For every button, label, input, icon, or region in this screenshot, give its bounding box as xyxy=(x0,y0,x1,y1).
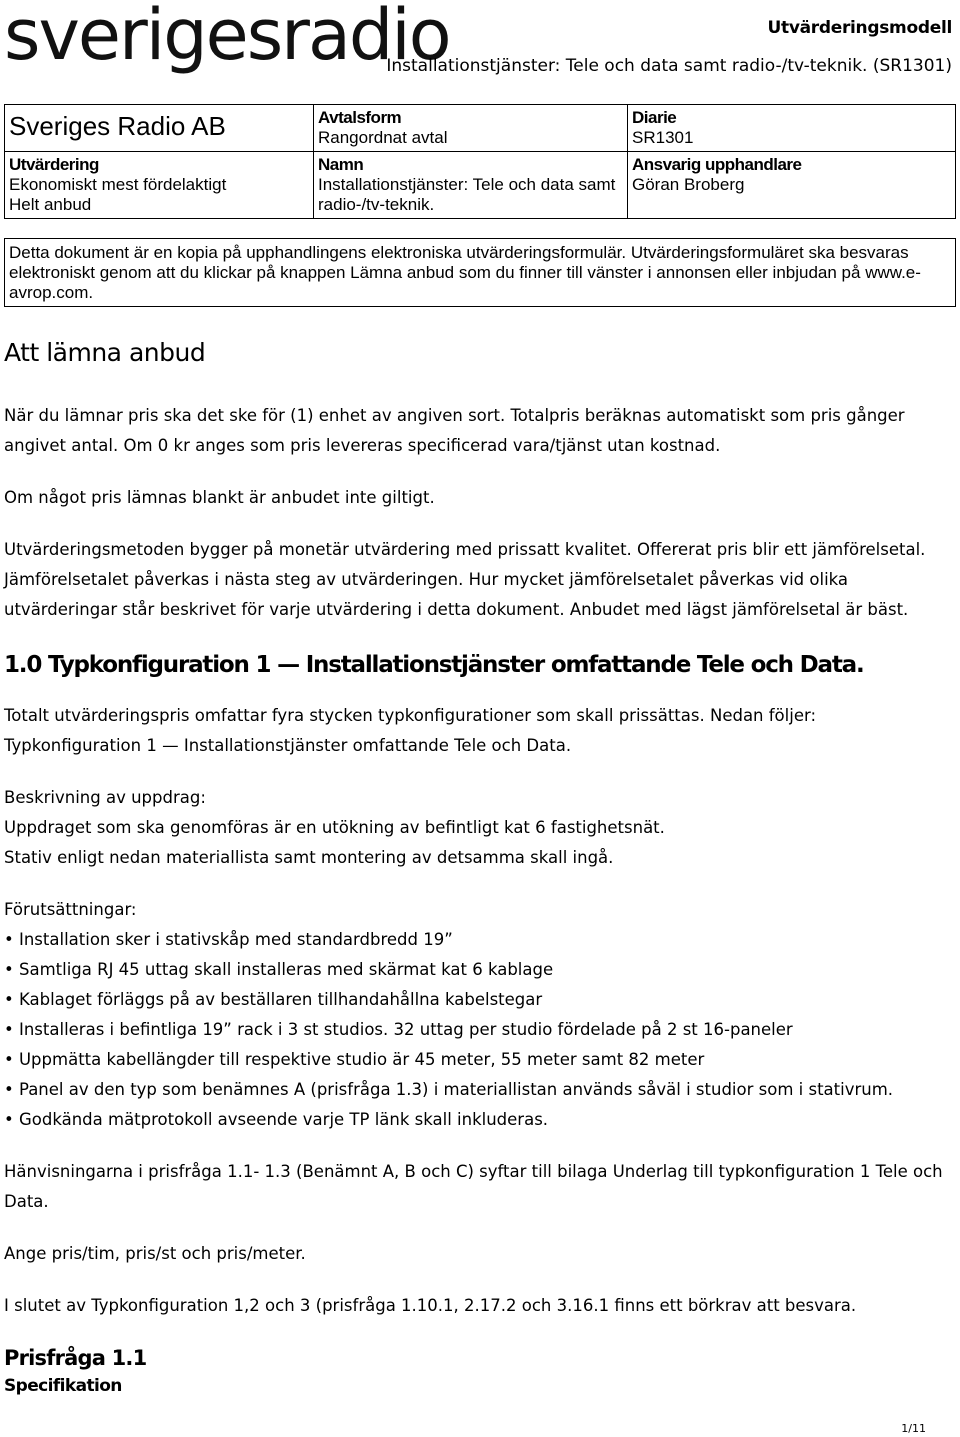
document-type: Utvärderingsmodell xyxy=(767,18,952,38)
namn-value: Installationstjänster: Tele och data samt radio-/tv-teknik. xyxy=(318,175,616,214)
procurement-info-table xyxy=(4,104,956,219)
description-line-2: Stativ enligt nedan materiallista samt montering av detsamma skall ingå. xyxy=(4,848,614,867)
description-line-1: Uppdraget som ska genomföras är en utökning av befintligt kat 6 fastighetsnät. xyxy=(4,818,665,837)
utvardering-value-1: Ekonomiskt mest fördelaktigt xyxy=(9,175,227,194)
document-subtitle: Installationstjänster: Tele och data samt radio-/tv-teknik. (SR1301) xyxy=(386,56,952,76)
document-body xyxy=(4,333,954,1399)
electronic-form-notice: Detta dokument är en kopia på upphandlingens elektroniska utvärderingsformulär. Utvärderingsformuläret ska besvaras elektroniskt genom att du klickar på knappen Lämna anbud som du finner till vänster i annonsen eller inbjudan på www.e-avrop.com. xyxy=(4,238,956,307)
paragraph-blank-price: Om något pris lämnas blankt är anbudet inte giltigt. xyxy=(4,488,435,507)
section-heading-typkonfiguration-1: 1.0 Typkonfiguration 1 — Installationstjänster omfattande Tele och Data. xyxy=(4,652,864,678)
avtalsform-cell xyxy=(314,105,628,152)
intro-line-2: Typkonfiguration 1 — Installationstjänster omfattande Tele och Data. xyxy=(4,736,572,755)
description-label: Beskrivning av uppdrag: xyxy=(4,788,206,807)
paragraph-requirement-note: I slutet av Typkonfiguration 1,2 och 3 (prisfråga 1.10.1, 2.17.2 och 3.16.1 finns ett börkrav att besvara. xyxy=(4,1296,857,1315)
utvardering-value-2: Helt anbud xyxy=(9,195,92,214)
avtalsform-value: Rangordnat avtal xyxy=(318,128,448,147)
paragraph-evaluation-method: Utvärderingsmetoden bygger på monetär utvärdering med prissatt kvalitet. Offererat pris blir ett jämförelsetal. Jämförelsetalet påverkas i nästa steg av utvärderingen. Hur mycket jämförelsetalet påverkas vid olika utvärderingar står beskrivet för varje utvärdering i detta dokument. Anbudet med lägst jämförelsetal är bäst. xyxy=(4,540,926,619)
ansvarig-cell xyxy=(628,152,956,219)
prerequisites-label: Förutsättningar: xyxy=(4,900,137,919)
utvardering-label: Utvärdering xyxy=(9,155,99,174)
list-item: • Kablaget förläggs på av beställaren tillhandahållna kabelstegar xyxy=(4,985,954,1015)
intro-line-1: Totalt utvärderingspris omfattar fyra stycken typkonfigurationer som skall prissättas. Nedan följer: xyxy=(4,706,817,725)
ansvarig-label: Ansvarig upphandlare xyxy=(632,155,802,174)
paragraph-references: Hänvisningarna i prisfråga 1.1- 1.3 (Benämnt A, B och C) syftar till bilaga Underlag till typkonfiguration 1 Tele och Data. xyxy=(4,1162,943,1211)
list-item: • Godkända mätprotokoll avseende varje TP länk skall inkluderas. xyxy=(4,1105,954,1135)
ansvarig-value: Göran Broberg xyxy=(632,175,745,194)
list-item: • Installation sker i stativskåp med standardbredd 19” xyxy=(4,925,954,955)
section-heading-att-lamna-anbud: Att lämna anbud xyxy=(4,338,206,367)
prisfraga-block xyxy=(4,1343,954,1399)
utvardering-cell xyxy=(5,152,314,219)
prisfraga-title: Prisfråga 1.1 xyxy=(4,1346,147,1370)
org-name: Sveriges Radio AB xyxy=(9,111,226,141)
list-item: • Installeras i befintliga 19” rack i 3 st studios. 32 uttag per studio fördelade på 2 st 16-paneler xyxy=(4,1015,954,1045)
avtalsform-label: Avtalsform xyxy=(318,108,402,127)
list-item: • Panel av den typ som benämnes A (prisfråga 1.3) i materiallistan används såväl i studior som i stativrum. xyxy=(4,1075,954,1105)
namn-cell xyxy=(314,152,628,219)
list-item: • Uppmätta kabellängder till respektive studio är 45 meter, 55 meter samt 82 meter xyxy=(4,1045,954,1075)
paragraph-price-units: Ange pris/tim, pris/st och pris/meter. xyxy=(4,1244,306,1263)
diarie-value: SR1301 xyxy=(632,128,694,147)
diarie-label: Diarie xyxy=(632,108,677,127)
prisfraga-subtitle: Specifikation xyxy=(4,1376,122,1396)
diarie-cell xyxy=(628,105,956,152)
paragraph-pricing: När du lämnar pris ska det ske för (1) enhet av angiven sort. Totalpris beräknas automatiskt som pris gånger angivet antal. Om 0 kr anges som pris levereras specificerad vara/tjänst utan kostnad. xyxy=(4,406,905,455)
prerequisites-list xyxy=(4,925,954,1135)
paragraph-description xyxy=(4,783,954,873)
paragraph-intro xyxy=(4,701,954,761)
org-cell xyxy=(5,105,314,152)
list-item: • Samtliga RJ 45 uttag skall installeras med skärmat kat 6 kablage xyxy=(4,955,954,985)
sveriges-radio-logo: sverigesradio xyxy=(4,0,450,76)
page-number: 1/11 xyxy=(901,1422,926,1435)
namn-label: Namn xyxy=(318,155,364,174)
